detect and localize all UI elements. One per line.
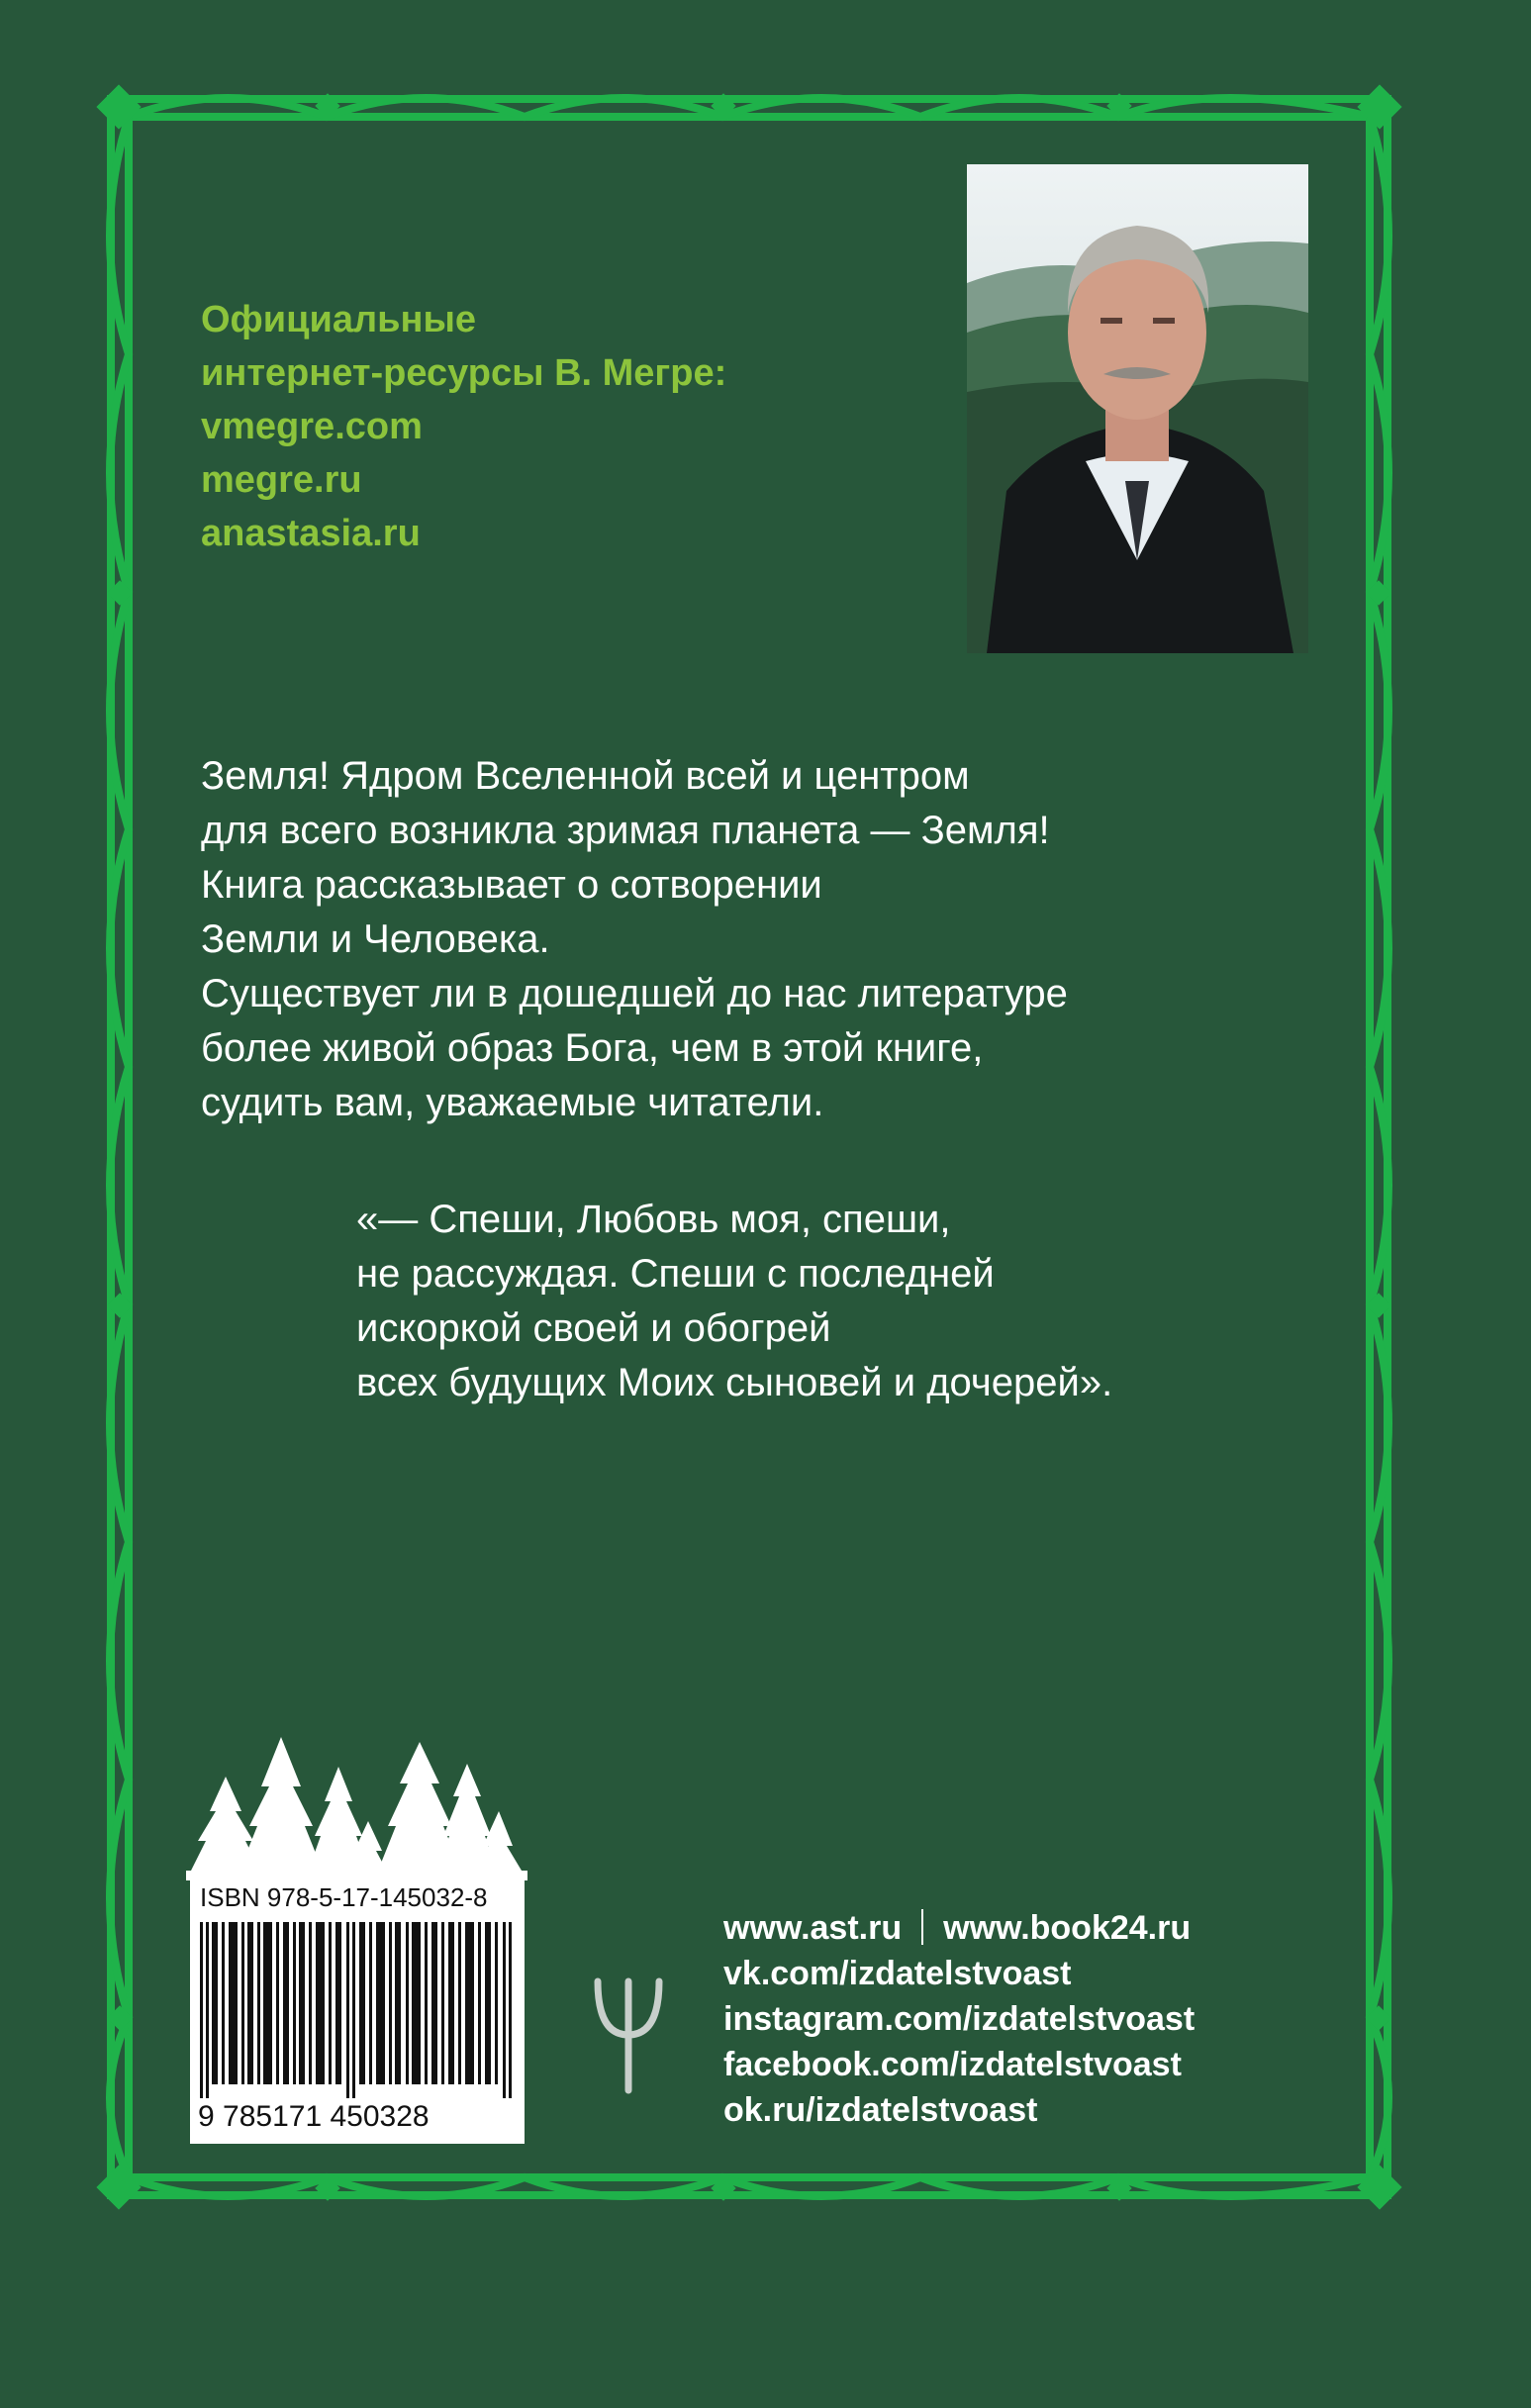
link-ast[interactable]: www.ast.ru (723, 1909, 903, 1947)
divider (921, 1909, 923, 1945)
description-line: Существует ли в дошедшей до нас литературе (201, 972, 1068, 1015)
quote-line: искоркой своей и обогрей (356, 1306, 831, 1350)
link-ok[interactable]: ok.ru/izdatelstvoast (723, 2091, 1038, 2129)
resources-heading-2: интернет-ресурсы В. Мегре: (201, 352, 727, 394)
barcode-number: 9 785171 450328 (198, 2100, 430, 2133)
description-line: судить вам, уважаемые читатели. (201, 1081, 824, 1124)
resource-link-megre[interactable]: megre.ru (201, 459, 362, 501)
description-line: более живой образ Бога, чем в этой книге, (201, 1026, 984, 1070)
publisher-sites-row (723, 1905, 1195, 1951)
description-line: для всего возникла зримая планета — Земля! (201, 809, 1050, 852)
link-instagram[interactable]: instagram.com/izdatelstvoast (723, 2000, 1196, 2038)
book-description (201, 749, 1068, 1130)
isbn-label: ISBN 978-5-17-145032-8 (200, 1882, 488, 1912)
author-photo (967, 164, 1308, 653)
link-book24[interactable]: www.book24.ru (943, 1909, 1192, 1947)
official-resources (201, 293, 726, 560)
quote-line: всех будущих Моих сыновей и дочерей». (356, 1361, 1113, 1404)
barcode-panel (190, 1875, 525, 2144)
link-facebook[interactable]: facebook.com/izdatelstvoast (723, 2046, 1182, 2083)
publisher-links (723, 1905, 1195, 2133)
quote-line: не рассуждая. Спеши с последней (356, 1252, 995, 1296)
link-vk[interactable]: vk.com/izdatelstvoast (723, 1955, 1072, 1992)
resources-heading-1: Официальные (201, 299, 477, 340)
description-line: Книга рассказывает о сотворении (201, 863, 822, 907)
quote-line: «— Спеши, Любовь моя, спеши, (356, 1198, 951, 1241)
description-line: Земли и Человека. (201, 917, 550, 961)
fir-trees-icon (186, 1722, 527, 1880)
description-line: Земля! Ядром Вселенной всей и центром (201, 754, 970, 798)
resource-link-anastasia[interactable]: anastasia.ru (201, 513, 421, 554)
book-quote (356, 1193, 1112, 1410)
resource-link-vmegre[interactable]: vmegre.com (201, 406, 423, 447)
barcode-bars (200, 1922, 515, 2098)
psi-logo-icon (592, 1975, 665, 2094)
